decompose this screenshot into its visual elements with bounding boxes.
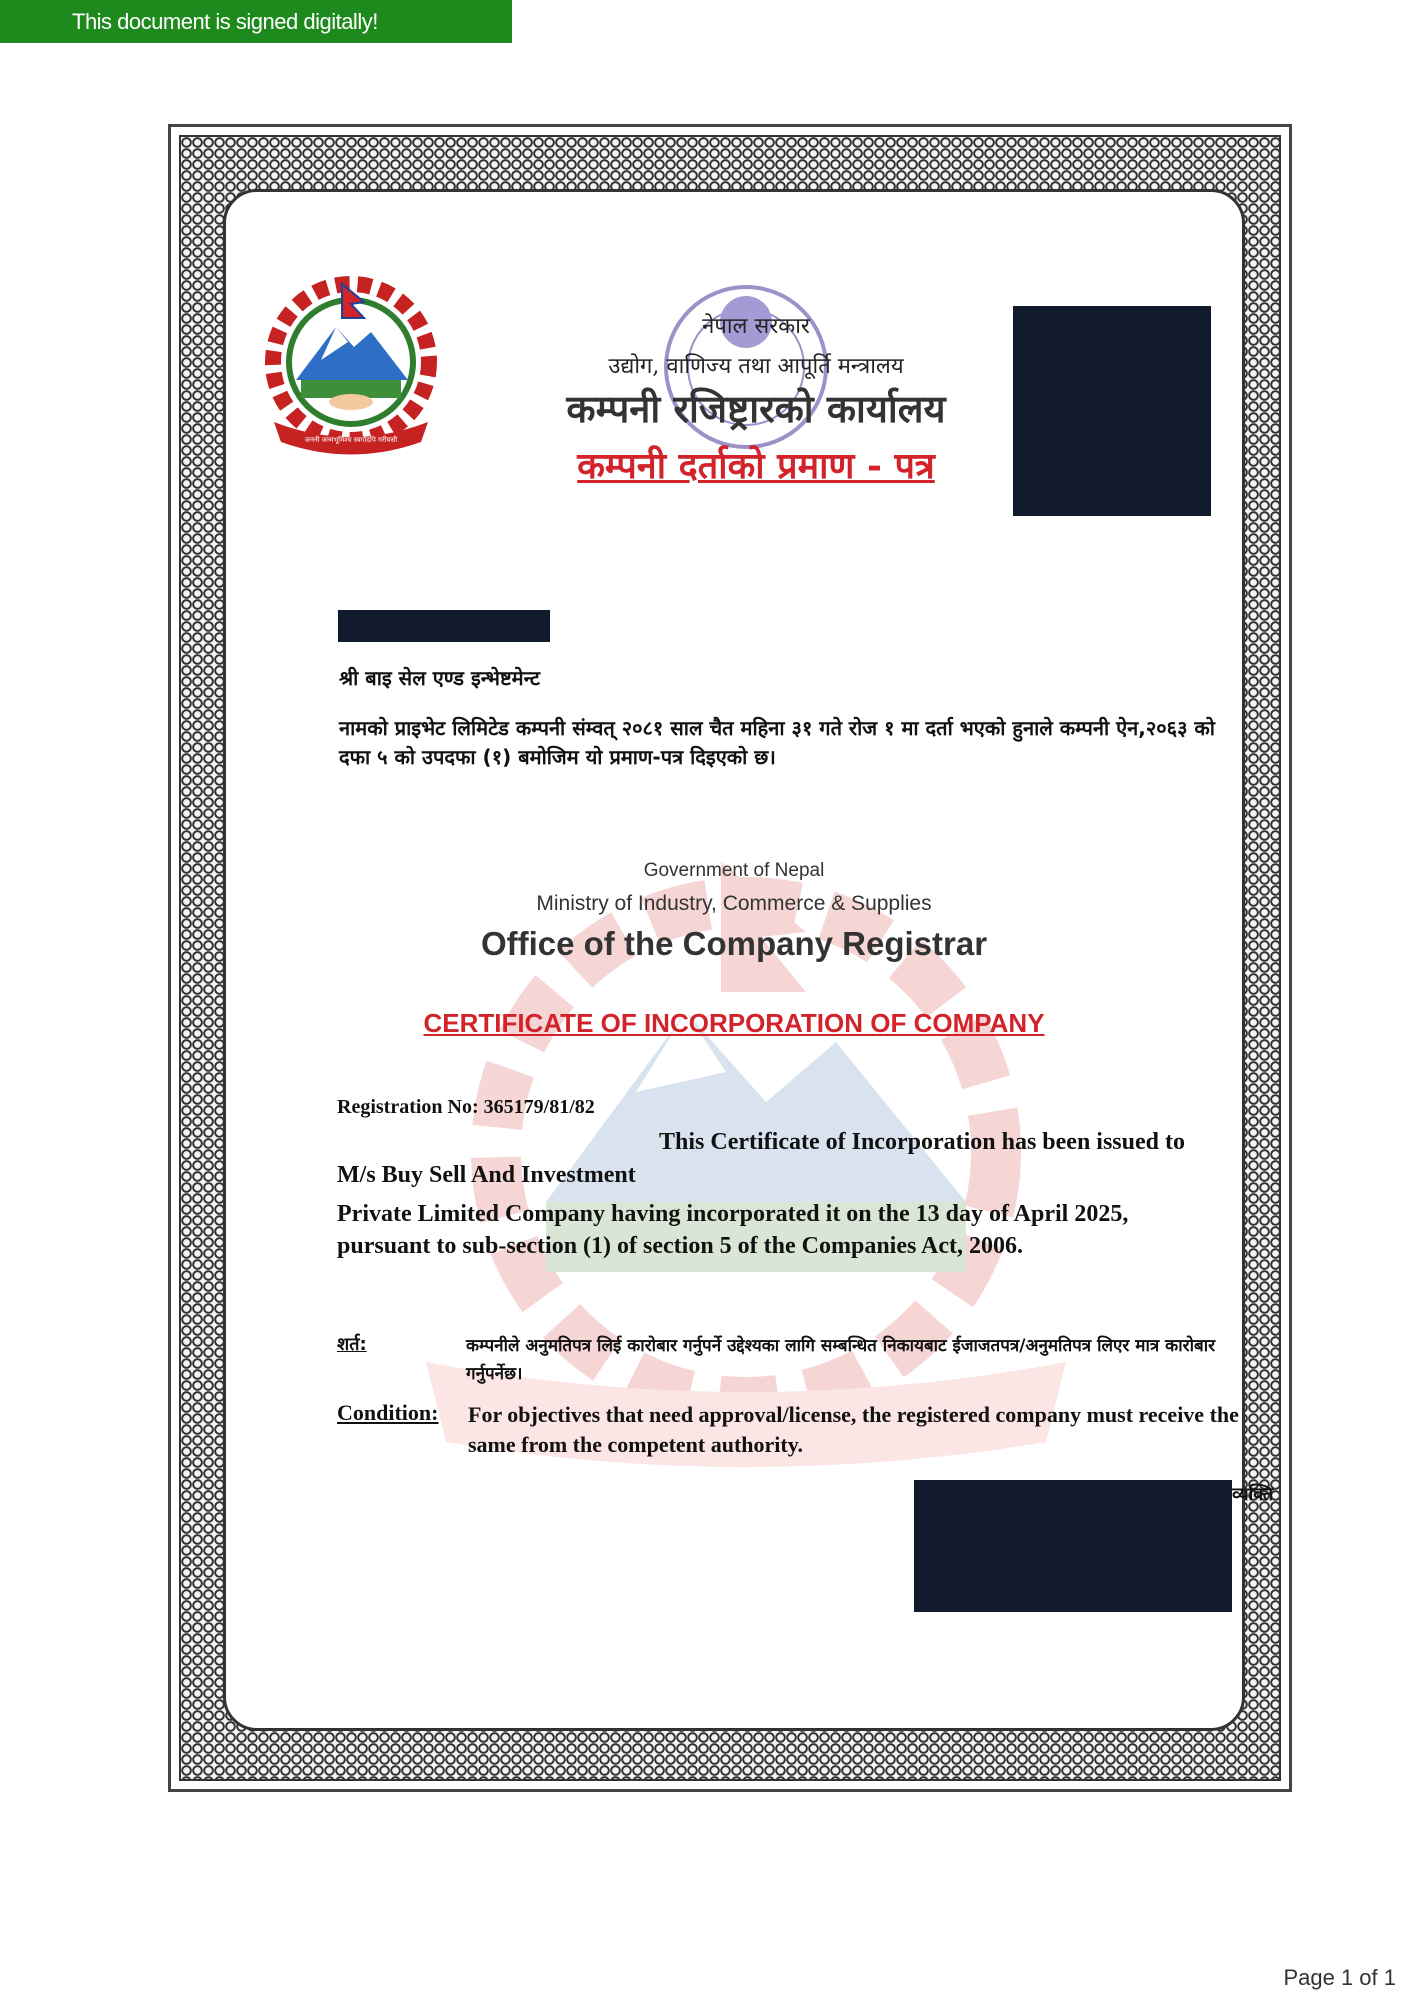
registration-number: Registration No: 365179/81/82 (337, 1096, 595, 1118)
redacted-registration-mark (338, 610, 550, 642)
certificate-title-en: CERTIFICATE OF INCORPORATION OF COMPANY (423, 1008, 1045, 1038)
condition-text-en: For objectives that need approval/license, the registered company must receive the same from the competent authority. (468, 1402, 1239, 1457)
certificate-title-np: कम्पनी दर्ताको प्रमाण - पत्र (577, 445, 935, 487)
signatory-suffix: व्यक्ति (1232, 1484, 1274, 1505)
nepali-body-text: नामको प्राइभेट लिमिटेड कम्पनी संम्वत् २०८१ साल चैत महिना ३१ गते रोज १ मा दर्ता भएको हुनाले कम्पनी ऐन,२०६३ को दफा ५ को उपदफा (१) बमोजिम यो प्रमाण-पत्र दिइएको छ। (339, 716, 1215, 769)
condition-label-np: शर्त: (337, 1334, 367, 1355)
page-number: Page 1 of 1 (1283, 1965, 1396, 1990)
digital-signature-banner: This document is signed digitally! (0, 0, 512, 43)
company-name-en: M/s Buy Sell And Investment (337, 1162, 636, 1188)
certificate-frame (168, 124, 1292, 1792)
nepali-header (496, 192, 1016, 512)
condition-text-np: कम्पनीले अनुमतिपत्र लिई कारोबार गर्नुपर्ने उद्देश्यका लागि सम्बन्धित निकायबाट ईजाजतपत्र/अनुमतिपत्र लिएर मात्र कारोबार गर्नुपर्नेछ। (466, 1336, 1216, 1384)
redacted-photo (1013, 306, 1211, 516)
office-title-en: Office of the Company Registrar (480, 925, 988, 962)
gov-title-np: नेपाल सरकार (702, 314, 810, 339)
office-title-np: कम्पनी रजिष्ट्रारको कार्यालय (566, 386, 946, 431)
ministry-title-en: Ministry of Industry, Commerce & Supplies (536, 892, 932, 915)
redacted-signature (914, 1480, 1232, 1612)
issued-to-line: This Certificate of Incorporation has been issued to (659, 1129, 1185, 1155)
company-name-np: श्री बाइ सेल एण्ड इन्भेष्टमेन्ट (339, 666, 540, 690)
gov-title-en: Government of Nepal (643, 860, 825, 881)
emblem-motto: जननी जन्मभूमिश्च स्वर्गादपि गरीयसी (304, 436, 398, 444)
nepal-emblem-icon (256, 272, 446, 462)
condition-label-en: Condition: (337, 1400, 439, 1425)
incorporation-text: Private Limited Company having incorporated it on the 13 day of April 2025, pursuant to sub-section (1) of section 5 of the Companies Act, 2006. (337, 1201, 1129, 1259)
ministry-title-np: उद्योग, वाणिज्य तथा आपूर्ति मन्त्रालय (608, 354, 904, 379)
certificate-body (223, 189, 1274, 1731)
